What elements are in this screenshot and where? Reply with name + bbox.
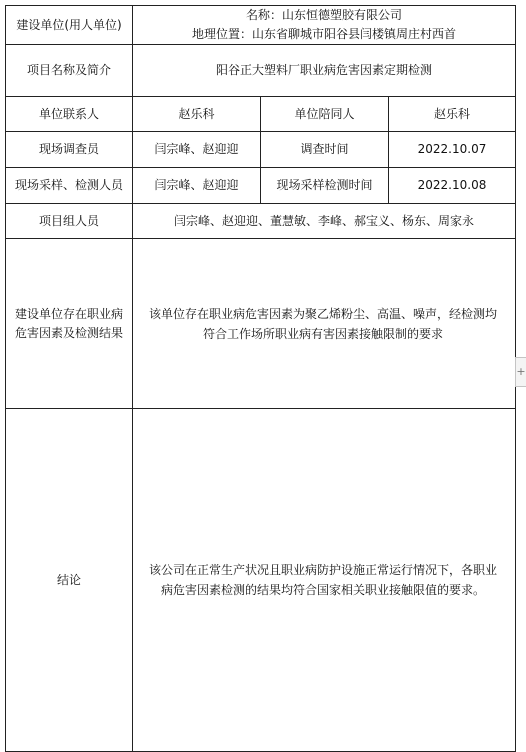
- hazards-text: [133, 239, 516, 409]
- hazards-text-line: 符合工作场所职业病有害因素接触限制的要求: [203, 326, 444, 341]
- conclusion-row: [6, 409, 516, 752]
- project-row: [6, 45, 516, 97]
- conclusion-label: 结论: [6, 409, 133, 752]
- unit-info-cell: [133, 6, 516, 45]
- hazards-text-line: 该单位存在职业病危害因素为聚乙烯粉尘、高温、噪声，经检测均: [149, 306, 498, 321]
- sampling-time-label: 现场采样检测时间: [261, 168, 389, 204]
- project-label: 项目名称及简介: [6, 45, 133, 97]
- hazards-label: [6, 239, 133, 409]
- survey-label: 现场调查员: [6, 132, 133, 168]
- survey-value: 闫宗峰、赵迎迎: [133, 132, 261, 168]
- contact-value: 赵乐科: [133, 97, 261, 132]
- sampling-value: 闫宗峰、赵迎迎: [133, 168, 261, 204]
- contact-row: [6, 97, 516, 132]
- companion-label: 单位陪同人: [261, 97, 389, 132]
- team-row: [6, 204, 516, 239]
- sampling-time-value: 2022.10.08: [389, 168, 516, 204]
- unit-label: 建设单位(用人单位): [6, 6, 133, 45]
- contact-label: 单位联系人: [6, 97, 133, 132]
- report-table: [5, 5, 516, 752]
- project-value: 阳谷正大塑料厂职业病危害因素定期检测: [133, 45, 516, 97]
- team-value: 闫宗峰、赵迎迎、董慧敏、李峰、郝宝义、杨东、周家永: [133, 204, 516, 239]
- sampling-row: [6, 168, 516, 204]
- conclusion-text-line: 该公司在正常生产状况且职业病防护设施正常运行情况下，各职业: [149, 563, 498, 577]
- unit-row: [6, 6, 516, 45]
- hazards-row: [6, 239, 516, 409]
- conclusion-text: [133, 409, 516, 752]
- unit-name-line: 名称：山东恒德塑胶有限公司: [246, 8, 403, 22]
- conclusion-text-line: 病危害因素检测的结果均符合国家相关职业接触限值的要求。: [161, 583, 486, 597]
- hazards-label-line: 建设单位存在职业病: [14, 306, 123, 321]
- survey-row: [6, 132, 516, 168]
- expand-side-tab[interactable]: [515, 357, 526, 387]
- unit-location-line: 地理位置：山东省聊城市阳谷县闫楼镇周庄村西首: [192, 27, 457, 41]
- companion-value: 赵乐科: [389, 97, 516, 132]
- survey-time-label: 调查时间: [261, 132, 389, 168]
- hazards-label-line: 危害因素及检测结果: [14, 325, 123, 340]
- plus-icon[interactable]: +: [516, 365, 526, 378]
- survey-time-value: 2022.10.07: [389, 132, 516, 168]
- sampling-label: 现场采样、检测人员: [6, 168, 133, 204]
- team-label: 项目组人员: [6, 204, 133, 239]
